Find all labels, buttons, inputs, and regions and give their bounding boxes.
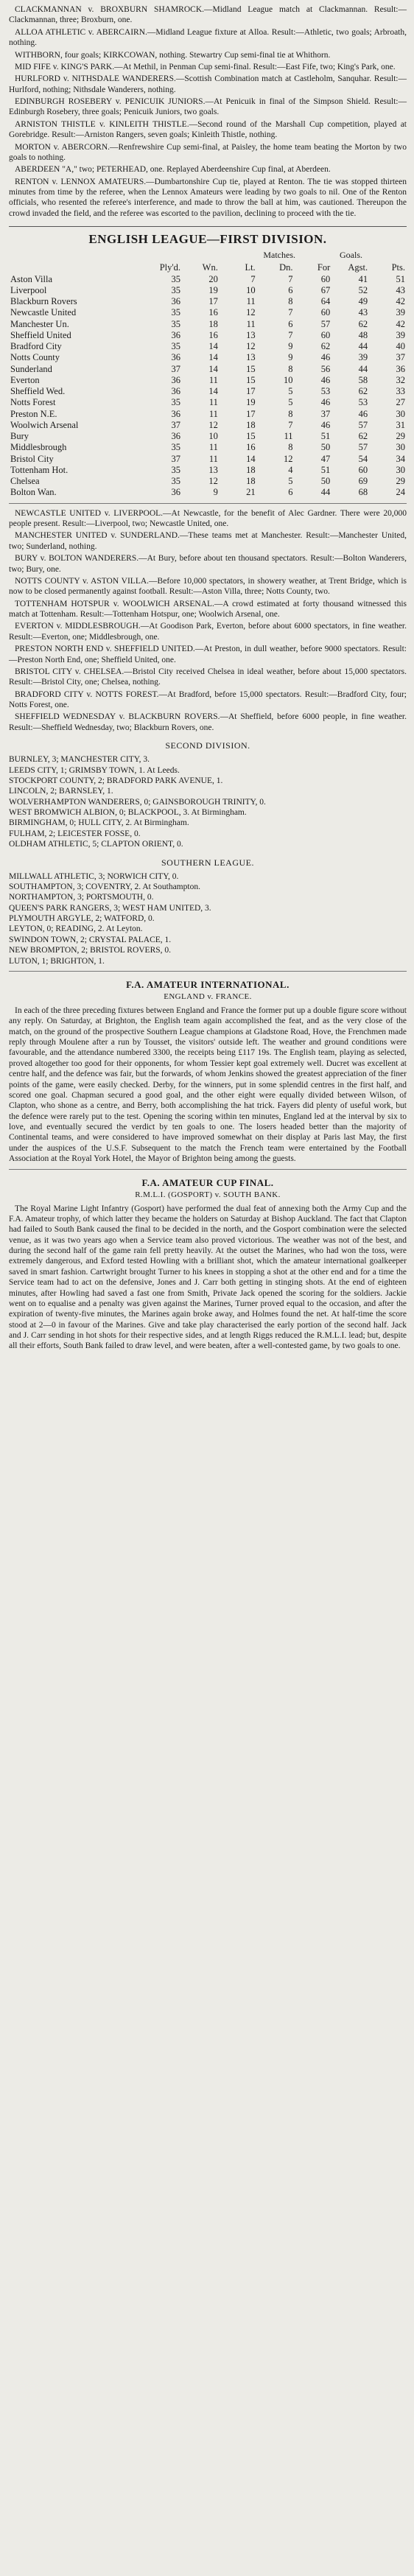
result-paragraph: ABERDEEN "A," two; PETERHEAD, one. Replayed Aberdeenshire Cup final, at Aberdeen. <box>15 165 331 175</box>
col-points: Pts. <box>391 262 405 273</box>
first-division-table <box>9 262 407 498</box>
col-for: For <box>317 262 331 273</box>
stat-cell: 11 <box>208 453 218 464</box>
team-name: Tottenham Hot. <box>10 464 69 475</box>
match-report-paragraph: BRADFORD CITY v. NOTTS FOREST.—At Bradford, before 15,000 spectators. Result:—Bradford City, four; Notts Forest, one. <box>9 689 407 709</box>
result-paragraph: WITHBORN, four goals; KIRKCOWAN, nothing. Stewartry Cup semi-final tie at Whithorn. <box>15 50 331 60</box>
stat-cell: 37 <box>171 419 181 430</box>
stat-cell: 9 <box>288 341 293 352</box>
stat-cell: 48 <box>358 329 368 340</box>
team-name: Newcastle United <box>10 307 77 318</box>
team-name: Notts County <box>10 352 60 363</box>
match-report-paragraph: TOTTENHAM HOTSPUR v. WOOLWICH ARSENAL.—A crowd estimated at forty thousand witnessed this match at Tottenham. Result:—Tottenham Hotspur, one; Woolwich Arsenal, one. <box>9 599 407 619</box>
stat-cell: 42 <box>396 318 405 329</box>
stat-cell: 7 <box>288 329 293 340</box>
stat-cell: 11 <box>208 442 218 453</box>
amateur-international-title: F.A. AMATEUR INTERNATIONAL. <box>126 978 290 990</box>
scottish-results <box>9 4 407 219</box>
team-name: Notts Forest <box>10 397 56 408</box>
stat-cell: 27 <box>396 397 405 408</box>
stat-cell: 8 <box>288 442 293 453</box>
stat-cell: 36 <box>171 408 181 419</box>
stat-cell: 37 <box>171 363 181 374</box>
result-line: LINCOLN, 2; BARNSLEY, 1. <box>9 787 113 796</box>
result-line: WEST BROMWICH ALBION, 0; BLACKPOOL, 3. At Birmingham. <box>9 808 247 817</box>
result-paragraph: MORTON v. ABERCORN.—Renfrewshire Cup semi-final, at Paisley, the home team beating the Morton by two goals to nothing. <box>9 142 407 162</box>
result-paragraph: RENTON v. LENNOX AMATEURS.—Dumbartonshire Cup tie, played at Renton. The tie was stopped thirteen minutes from time by the referee, when the Lennox Amateurs were leading by two goals to nil. One of the Renton officials, who resented the referee's interference, and made to throw the ball at him, was cautioned. Thereupon the crowd invaded the field, and the referee was escorted to the pavilion, declining to proceed with the tie. <box>9 177 407 218</box>
stat-cell: 12 <box>246 307 256 318</box>
stat-cell: 44 <box>320 487 331 498</box>
stat-cell: 69 <box>358 476 368 487</box>
stat-cell: 54 <box>358 453 368 464</box>
second-division-title: SECOND DIVISION. <box>165 740 250 751</box>
stat-cell: 14 <box>208 341 218 352</box>
stat-cell: 11 <box>208 397 218 408</box>
stat-cell: 18 <box>208 318 218 329</box>
match-report-paragraph: BRISTOL CITY v. CHELSEA.—Bristol City received Chelsea in ideal weather, before about 15,000 spectators. Result:—Bristol City, one; Chelsea, nothing. <box>9 667 407 687</box>
stat-cell: 57 <box>320 318 331 329</box>
table-row <box>9 364 407 375</box>
stat-cell: 41 <box>358 273 368 284</box>
stat-cell: 44 <box>358 341 368 352</box>
stat-cell: 62 <box>358 431 368 442</box>
stat-cell: 57 <box>358 419 368 430</box>
stat-cell: 8 <box>288 296 293 307</box>
stat-cell: 18 <box>246 419 256 430</box>
table-row <box>9 296 407 307</box>
stat-cell: 35 <box>171 307 181 318</box>
stat-cell: 17 <box>246 408 256 419</box>
result-line: SWINDON TOWN, 2; CRYSTAL PALACE, 1. <box>9 935 172 944</box>
stat-cell: 52 <box>358 284 368 295</box>
stat-cell: 7 <box>288 419 293 430</box>
amateur-international-subtitle: ENGLAND v. FRANCE. <box>164 992 252 1002</box>
table-row <box>9 375 407 386</box>
stat-cell: 10 <box>208 431 218 442</box>
table-row <box>9 352 407 363</box>
stat-cell: 49 <box>358 296 368 307</box>
amateur-cup-final-title: F.A. AMATEUR CUP FINAL. <box>141 1176 274 1188</box>
result-line: QUEEN'S PARK RANGERS, 3; WEST HAM UNITED, 3. <box>9 903 211 913</box>
stat-cell: 47 <box>320 453 331 464</box>
stat-cell: 39 <box>396 307 405 318</box>
team-name: Bury <box>10 431 29 442</box>
stat-cell: 39 <box>396 329 405 340</box>
stat-cell: 68 <box>358 487 368 498</box>
result-paragraph: EDINBURGH ROSEBERY v. PENICUIK JUNIORS.—At Penicuik in final of the Simpson Shield. Result:—Edinburgh Rosebery, three goals; Penicuik Juniors, two goals. <box>9 97 407 117</box>
col-played: Ply'd. <box>159 262 181 273</box>
result-line: BURNLEY, 3; MANCHESTER CITY, 3. <box>9 755 150 765</box>
stat-cell: 40 <box>396 341 405 352</box>
match-report-paragraph: BURY v. BOLTON WANDERERS.—At Bury, before about ten thousand spectators. Result:—Bolton Wanderers, two; Bury, one. <box>9 554 407 574</box>
stat-cell: 36 <box>171 386 181 397</box>
stat-cell: 60 <box>358 464 368 475</box>
stat-cell: 6 <box>288 318 293 329</box>
stat-cell: 6 <box>288 487 293 498</box>
stat-cell: 13 <box>208 464 218 475</box>
team-name: Middlesbrough <box>10 442 67 453</box>
match-report-paragraph: NEWCASTLE UNITED v. LIVERPOOL.—At Newcastle, for the benefit of Alec Gardner. There were 20,000 people present. Result:—Liverpool, two; Newcastle United, one. <box>9 508 407 528</box>
result-paragraph: ARNISTON THISTLE v. KINLEITH THISTLE.—Second round of the Marshall Cup competition, played at Gorebridge. Result:—Arniston Rangers, seven goals; Kinleith Thistle, nothing. <box>9 119 407 140</box>
stat-cell: 19 <box>208 284 218 295</box>
result-line: FULHAM, 2; LEICESTER FOSSE, 0. <box>9 829 141 838</box>
stat-cell: 46 <box>358 408 368 419</box>
team-name: Aston Villa <box>10 273 53 284</box>
stat-cell: 39 <box>358 352 368 363</box>
result-line: NEW BROMPTON, 2; BRISTOL ROVERS, 0. <box>9 946 172 955</box>
stat-cell: 36 <box>396 363 405 374</box>
result-line: MILLWALL ATHLETIC, 3; NORWICH CITY, 0. <box>9 871 179 881</box>
stat-cell: 51 <box>320 431 331 442</box>
result-line: WOLVERHAMPTON WANDERERS, 0; GAINSBOROUGH TRINITY, 0. <box>9 797 266 807</box>
stat-cell: 58 <box>358 374 368 385</box>
stat-cell: 35 <box>171 341 181 352</box>
result-line: NORTHAMPTON, 3; PORTSMOUTH, 0. <box>9 893 154 902</box>
stat-cell: 46 <box>320 352 331 363</box>
stat-cell: 15 <box>246 431 256 442</box>
second-division-results <box>9 754 407 849</box>
matches-group-header: Matches. <box>263 250 295 261</box>
stat-cell: 36 <box>171 431 181 442</box>
stat-cell: 5 <box>288 397 293 408</box>
stat-cell: 60 <box>320 329 331 340</box>
team-name: Preston N.E. <box>10 408 57 419</box>
match-report-paragraph: SHEFFIELD WEDNESDAY v. BLACKBURN ROVERS.—At Sheffield, before 6000 people, in fine weather. Result:—Sheffield Wednesday, two; Blackburn Rovers, one. <box>9 712 407 732</box>
amateur-cup-final-report <box>9 1204 407 1352</box>
stat-cell: 29 <box>396 431 405 442</box>
team-name: Bristol City <box>10 453 54 464</box>
stat-cell: 30 <box>396 464 405 475</box>
first-division-title: ENGLISH LEAGUE—FIRST DIVISION. <box>9 226 407 247</box>
col-lost: Lt. <box>245 262 256 273</box>
match-report-paragraph: EVERTON v. MIDDLESBROUGH.—At Goodison Park, Everton, before about 6000 spectators, in fine weather. Result:—Everton, one; Middlesbrough, one. <box>9 622 407 642</box>
stat-cell: 16 <box>208 329 218 340</box>
stat-cell: 15 <box>246 363 256 374</box>
stat-cell: 14 <box>208 386 218 397</box>
team-name: Sheffield Wed. <box>10 386 66 397</box>
stat-cell: 53 <box>320 386 331 397</box>
team-name: Sunderland <box>10 363 52 374</box>
result-line: OLDHAM ATHLETIC, 5; CLAPTON ORIENT, 0. <box>9 840 183 849</box>
stat-cell: 20 <box>208 273 218 284</box>
stat-cell: 5 <box>288 476 293 487</box>
match-report-paragraph: MANCHESTER UNITED v. SUNDERLAND.—These teams met at Manchester. Result:—Manchester United, two; Sunderland, nothing. <box>9 531 407 551</box>
stat-cell: 16 <box>208 307 218 318</box>
stat-cell: 16 <box>246 442 256 453</box>
stat-cell: 37 <box>320 408 331 419</box>
stat-cell: 29 <box>396 476 405 487</box>
stat-cell: 64 <box>320 296 331 307</box>
stat-cell: 19 <box>246 397 256 408</box>
stat-cell: 13 <box>246 329 256 340</box>
team-name: Bolton Wan. <box>10 487 57 498</box>
result-line: LEEDS CITY, 1; GRIMSBY TOWN, 1. At Leeds. <box>9 765 180 775</box>
column-header-row <box>9 262 407 273</box>
stat-cell: 8 <box>288 408 293 419</box>
stat-cell: 35 <box>171 284 181 295</box>
stat-cell: 46 <box>320 374 331 385</box>
divider <box>9 1169 407 1170</box>
stat-cell: 14 <box>246 453 256 464</box>
team-name: Sheffield United <box>10 329 71 340</box>
first-division-match-reports <box>9 508 407 734</box>
table-row <box>9 409 407 420</box>
table-row <box>9 274 407 285</box>
stat-cell: 11 <box>246 318 256 329</box>
stat-cell: 33 <box>396 386 405 397</box>
table-row <box>9 442 407 453</box>
stat-cell: 60 <box>320 307 331 318</box>
stat-cell: 7 <box>250 273 256 284</box>
stat-cell: 8 <box>288 363 293 374</box>
table-row <box>9 454 407 465</box>
stat-cell: 12 <box>208 419 218 430</box>
southern-league-title: SOUTHERN LEAGUE. <box>161 857 254 868</box>
stat-cell: 36 <box>171 487 181 498</box>
col-drawn: Dn. <box>279 262 293 273</box>
team-name: Blackburn Rovers <box>10 296 77 307</box>
stat-cell: 50 <box>320 442 331 453</box>
stat-cell: 35 <box>171 397 181 408</box>
table-row <box>9 420 407 431</box>
divider <box>9 503 407 504</box>
team-name: Everton <box>10 374 40 385</box>
result-paragraph: MID FIFE v. KING'S PARK.—At Methil, in Penman Cup semi-final. Result:—East Fife, two; King's Park, one. <box>15 62 396 71</box>
stat-cell: 32 <box>396 374 405 385</box>
amateur-cup-final-subtitle: R.M.L.I. (GOSPORT) v. SOUTH BANK. <box>135 1190 281 1199</box>
result-line: STOCKPORT COUNTY, 2; BRADFORD PARK AVENUE, 1. <box>9 776 223 785</box>
stat-cell: 17 <box>208 296 218 307</box>
stat-cell: 37 <box>171 453 181 464</box>
stat-cell: 11 <box>208 374 218 385</box>
stat-cell: 12 <box>208 476 218 487</box>
team-name: Woolwich Arsenal <box>10 419 79 430</box>
stat-cell: 31 <box>396 419 405 430</box>
divider <box>9 971 407 972</box>
stat-cell: 24 <box>396 487 405 498</box>
stat-cell: 11 <box>284 431 293 442</box>
stat-cell: 42 <box>396 296 405 307</box>
report-paragraph: The Royal Marine Light Infantry (Gosport) have performed the dual feat of annexing both the Army Cup and the F.A. Amateur trophy, of which latter they became the holders on Saturday at Bishop Auckland. The fact that Clapton had failed to South Bank caused the final to be decided in the north, and the Gosport combination were the selected venue, as it was two years ago when a Service team also proved victorious. The weather was not of the best, and during the second half of the game rain fell pretty heavily. At the outset the Marines, who had won the toss, were extremely dangerous, and Exford tested Howling with a brilliant shot, which the amateur international goalkeeper saved in smart fashion. Cartwright brought Turner to his knees in stopping a shot at the other end and for a time the Service team had to act on the defensive, Jones and J. Carr both getting in stinging shots. At the end of eighteen minutes, after Howling had saved a fast one from Smith, Private Jack opened the scoring for the soldiers. Jackie went on to equalise and a penalty was given against the Marines, Turner proved equal to the occasion, and after the expiration of twenty-five minutes, the Marines again broke away, and Holmes found the net. At half-time the score stood at 2—0 in favour of the Marines. Give and take play characterised the early portion of the second half. Jack and J. Carr sending in hot shots for their respective sides, and at length Riggs reduced the R.M.L.I. lead; but, despite all their efforts, South Bank failed to draw level, and were beaten, after a well-contested game, by two goals to one. <box>9 1204 407 1351</box>
match-report-paragraph: PRESTON NORTH END v. SHEFFIELD UNITED.—At Preston, in dull weather, before 9000 spectators. Result:—Preston North End, one; Sheffield United, one. <box>9 645 407 664</box>
stat-cell: 11 <box>208 408 218 419</box>
stat-cell: 35 <box>171 464 181 475</box>
table-row <box>9 465 407 476</box>
southern-league-results <box>9 871 407 966</box>
stat-cell: 17 <box>246 386 256 397</box>
stat-cell: 15 <box>246 374 256 385</box>
stat-cell: 30 <box>396 442 405 453</box>
table-row <box>9 285 407 296</box>
table-row <box>9 341 407 352</box>
stat-cell: 12 <box>283 453 293 464</box>
table-row <box>9 307 407 318</box>
result-line: LEYTON, 0; READING, 2. At Leyton. <box>9 924 143 934</box>
stat-cell: 7 <box>288 307 293 318</box>
stat-cell: 46 <box>320 397 331 408</box>
stat-cell: 57 <box>358 442 368 453</box>
stat-cell: 12 <box>246 341 256 352</box>
team-name: Manchester Un. <box>10 318 69 329</box>
table-row <box>9 487 407 498</box>
result-line: LUTON, 1; BRIGHTON, 1. <box>9 956 105 966</box>
stat-cell: 36 <box>171 329 181 340</box>
first-division-rows <box>9 274 407 499</box>
team-name: Bradford City <box>10 341 62 352</box>
stat-cell: 36 <box>171 374 181 385</box>
result-line: BIRMINGHAM, 0; HULL CITY, 2. At Birmingham. <box>9 818 189 828</box>
league-table-header <box>9 250 407 261</box>
stat-cell: 18 <box>246 476 256 487</box>
stat-cell: 50 <box>320 476 331 487</box>
table-row <box>9 330 407 341</box>
col-won: Wn. <box>202 262 218 273</box>
stat-cell: 56 <box>320 363 331 374</box>
stat-cell: 35 <box>171 442 181 453</box>
report-paragraph: In each of the three preceding fixtures between England and France the former put up a double figure score without any reply. On Saturday, at Brighton, the English team again accomplished the feat, and as the very close of the match, on the ground of the prospective Southern League champions at Gladstone Road, Hove, the Frenchmen made reply through Moulene after a run by Tousset, the visitors' outside left. The weather and ground conditions were favourable, and the attendance numbered 3300, the receipts being £117 19s. The English team, playing as selected, proved altogether too good for their opponents, for whom Tessier kept goal extremely well. Ducret was excellent at centre half, and the defence was fair, but the forwards, of whom Jenkins showed the greatest appreciation of the finer points of the game, were easily checked. Derby, for the winners, put in some splendid centres in the first half, and scored one goal. Chapman secured a good goal, and the other eight were equally divided between Wilson, of Clapton, who shone as a centre, and Berry, both accomplishing the hat trick. Fayers did plenty of useful work, but the defence were rarely put to the test. Opening the scoring within ten minutes, England led at the interval by six to love, and eventually secured the verdict by ten goals to one. The losers headed better than the majority of Continental teams, and were considered to have improved somewhat on their display at Paris last May, the first under the auspices of the U.S.F. Subsequent to the match the French team were entertained by the Football Association at the Royal York Hotel, the Mayor of Brighton being among the guests. <box>9 1006 407 1164</box>
match-report-paragraph: NOTTS COUNTY v. ASTON VILLA.—Before 10,000 spectators, in showery weather, at Trent Bridge, which is now to be closed permanently against football. Result:—Aston Villa, three; Notts County, two. <box>9 576 407 597</box>
table-row <box>9 386 407 397</box>
result-paragraph: ALLOA ATHLETIC v. ABERCAIRN.—Midland League fixture at Alloa. Result:—Athletic, two goals; Arbroath, nothing. <box>9 27 407 48</box>
stat-cell: 36 <box>171 296 181 307</box>
stat-cell: 14 <box>208 352 218 363</box>
stat-cell: 4 <box>288 464 293 475</box>
stat-cell: 34 <box>396 453 405 464</box>
result-line: SOUTHAMPTON, 3; COVENTRY, 2. At Southampton. <box>9 882 200 891</box>
result-paragraph: HURLFORD v. NITHSDALE WANDERERS.—Scottish Combination match at Castleholm, Sanquhar. Result:—Hurlford, nothing; Nithsdale Wanderers, nothing. <box>9 74 407 94</box>
team-name: Chelsea <box>10 476 40 487</box>
stat-cell: 30 <box>396 408 405 419</box>
stat-cell: 51 <box>396 273 405 284</box>
stat-cell: 10 <box>283 374 293 385</box>
stat-cell: 43 <box>396 284 405 295</box>
stat-cell: 37 <box>396 352 405 363</box>
table-row <box>9 397 407 408</box>
stat-cell: 46 <box>320 419 331 430</box>
stat-cell: 6 <box>288 284 293 295</box>
table-row <box>9 319 407 330</box>
amateur-international-report <box>9 1006 407 1165</box>
stat-cell: 21 <box>246 487 256 498</box>
team-name: Liverpool <box>10 284 47 295</box>
table-row <box>9 431 407 442</box>
stat-cell: 67 <box>320 284 331 295</box>
stat-cell: 60 <box>320 273 331 284</box>
stat-cell: 53 <box>358 397 368 408</box>
stat-cell: 14 <box>208 363 218 374</box>
stat-cell: 7 <box>288 273 293 284</box>
stat-cell: 44 <box>358 363 368 374</box>
stat-cell: 62 <box>358 386 368 397</box>
table-row <box>9 476 407 487</box>
stat-cell: 51 <box>320 464 331 475</box>
goals-group-header: Goals. <box>340 250 362 261</box>
stat-cell: 62 <box>320 341 331 352</box>
result-paragraph: CLACKMANNAN v. BROXBURN SHAMROCK.—Midland League match at Clackmannan. Result:—Clackmannan, three; Broxburn, one. <box>9 5 407 25</box>
stat-cell: 36 <box>171 352 181 363</box>
stat-cell: 9 <box>288 352 293 363</box>
stat-cell: 10 <box>246 284 256 295</box>
stat-cell: 18 <box>246 464 256 475</box>
stat-cell: 9 <box>213 487 218 498</box>
stat-cell: 35 <box>171 273 181 284</box>
col-against: Agst. <box>348 262 368 273</box>
stat-cell: 11 <box>246 296 256 307</box>
stat-cell: 43 <box>358 307 368 318</box>
stat-cell: 62 <box>358 318 368 329</box>
stat-cell: 35 <box>171 318 181 329</box>
stat-cell: 35 <box>171 476 181 487</box>
stat-cell: 5 <box>288 386 293 397</box>
result-line: PLYMOUTH ARGYLE, 2; WATFORD, 0. <box>9 914 155 923</box>
stat-cell: 13 <box>246 352 256 363</box>
